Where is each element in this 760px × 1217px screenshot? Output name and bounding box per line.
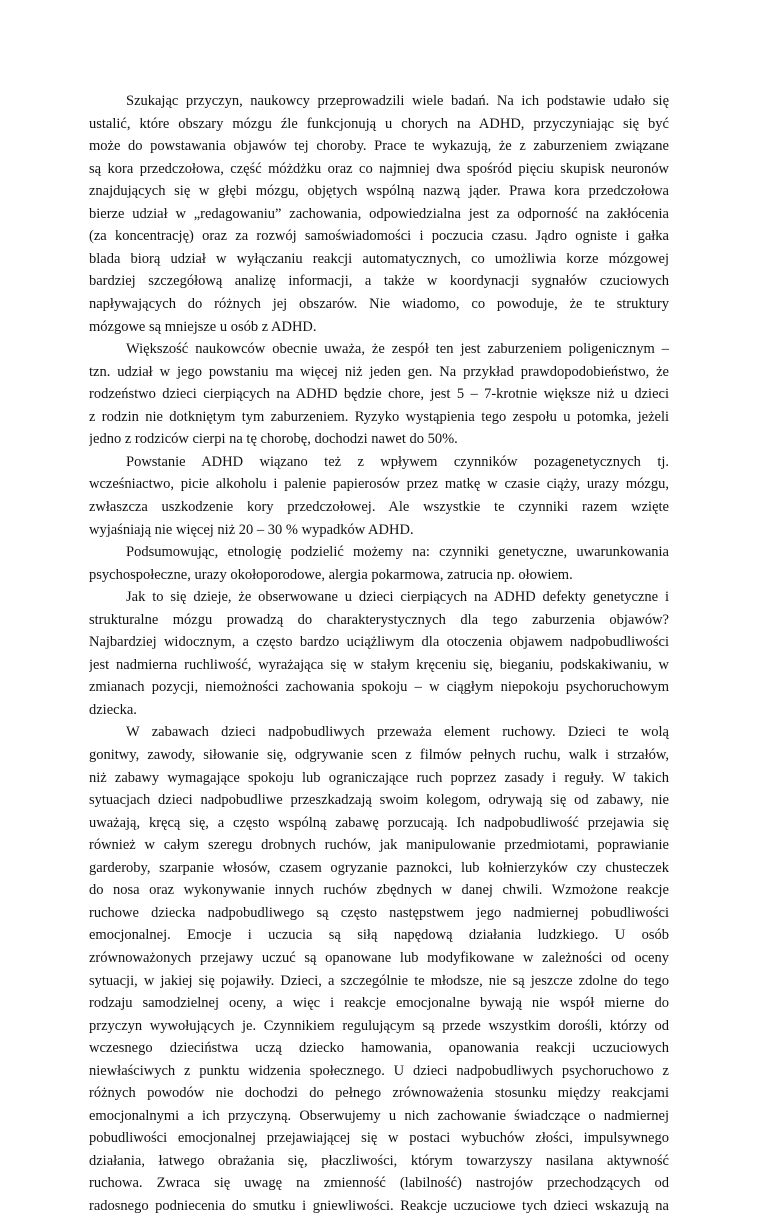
text-line: uważają, kręcą się, a często wspólną zabawę porzucają. Ich nadpobudliwość przejawia się bbox=[89, 814, 669, 831]
text-line: mózgowe są mniejsze u osób z ADHD. bbox=[89, 318, 317, 335]
text-line: zrównoważonych przejawy uczuć są opanowane lub modyfikowane w zależności od oceny bbox=[89, 949, 669, 966]
text-line: bierze udział w „redagowaniu” zachowania, odpowiedzialna jest za odporność na zakłócenia bbox=[89, 205, 669, 222]
text-line: wyjaśniają nie więcej niż 20 – 30 % wypadków ADHD. bbox=[89, 521, 414, 538]
text-line: blada biorą udział w wyłączaniu reakcji automatycznych, co umożliwia korze mózgowej bbox=[89, 250, 669, 267]
text-line: (za koncentrację) oraz za rozwój samoświadomości i poczucia czasu. Jądro ogniste i gałka bbox=[89, 228, 669, 245]
text-line: jest nadmierna ruchliwość, wyrażająca się w stałym kręceniu się, bieganiu, podskakiwaniu, w bbox=[89, 656, 669, 673]
text-line: Szukając przyczyn, naukowcy przeprowadzili wiele badań. Na ich podstawie udało się bbox=[126, 93, 669, 109]
text-line: dziecka. bbox=[89, 701, 137, 718]
text-line: Jak to się dzieje, że obserwowane u dzieci cierpiących na ADHD defekty genetyczne i bbox=[126, 589, 669, 606]
text-line: sytuacjach dzieci nadpobudliwe przeszkadzają swoim kolegom, odrywają się od zabawy, nie bbox=[89, 792, 669, 809]
text-line: znajdujących się w głębi mózgu, objętych wspólną nazwą jąder. Prawa kora przedczołowa bbox=[89, 183, 669, 200]
text-line: może do powstawania objawów tej choroby. Prace te wykazują, że z zaburzeniem związane bbox=[89, 138, 669, 155]
text-line: jedno z rodziców cierpi na tę chorobę, dochodzi nawet do 50%. bbox=[89, 431, 458, 448]
text-line: tzn. udział w jego powstaniu ma więcej niż jeden gen. Na przykład prawdopodobieństwo, że bbox=[89, 363, 669, 380]
text-line: emocjonalnymi a ich przyczyną. Obserwujemy u nich zachowanie świadczące o nadmiernej bbox=[89, 1107, 669, 1124]
text-line: psychospołeczne, urazy okołoporodowe, alergia pokarmowa, zatrucia np. ołowiem. bbox=[89, 566, 573, 583]
text-line: wcześniactwo, picie alkoholu i palenie papierosów przez matkę w czasie ciąży, urazy mózgu, bbox=[89, 476, 669, 493]
text-line: Najbardziej widocznym, a często bardzo uciążliwym dla otoczenia objawem nadpobudliwości bbox=[89, 634, 669, 651]
text-line: również w całym szeregu drobnych ruchów, jak manipulowanie przedmiotami, poprawianie bbox=[89, 837, 669, 854]
text-line: niewłaściwych z punktu widzenia społecznego. U dzieci nadpobudliwych psychoruchowo z bbox=[89, 1062, 669, 1079]
text-line: różnych powodów nie dochodzi do pełnego zrównoważenia stosunku między reakcjami bbox=[89, 1085, 669, 1102]
text-line: pobudliwości emocjonalnej przejawiającej się w postaci wybuchów złości, impulsywnego bbox=[89, 1130, 669, 1147]
text-line: strukturalne mózgu prowadzą do charakterystycznych dla tego zaburzenia objawów? bbox=[89, 611, 669, 628]
text-line: W zabawach dzieci nadpobudliwych przeważa element ruchowy. Dzieci te wolą bbox=[126, 724, 669, 741]
text-line: zwłaszcza uszkodzenie kory przedczołowej. Ale wszystkie te czynniki razem wzięte bbox=[89, 498, 669, 515]
text-line: niż zabawy wymagające spokoju lub ograniczające ruch poprzez zasady i reguły. W takich bbox=[89, 769, 669, 786]
text-line: rodzeństwo dzieci cierpiących na ADHD będzie chore, jest 5 – 7-krotnie większe niż u dzieci bbox=[89, 386, 669, 403]
text-line: ruchowa. Zwraca się uwagę na zmienność (labilność) nastrojów przechodzących od bbox=[89, 1175, 669, 1192]
text-line: do nosa oraz wykonywanie innych ruchów zbędnych w danej chwili. Wzmożone reakcje bbox=[89, 882, 669, 899]
text-line: zmianach pozycji, niemożności zachowania spokoju – w ciągłym niepokoju psychoruchowym bbox=[89, 679, 669, 696]
text-line: sytuacji, w jakiej się pojawiły. Dzieci, a szczególnie te młodsze, nie są jeszcze zdolne do tego bbox=[89, 972, 669, 989]
text-line: radosnego podniecenia do smutku i gniewliwości. Reakcje uczuciowe tych dzieci wskazują na bbox=[89, 1198, 669, 1214]
text-line: napływających do różnych jej obszarów. Nie wiadomo, co powoduje, że te struktury bbox=[89, 296, 669, 312]
text-line: emocjonalnej. Emocje i uczucia są siłą napędową działania ludzkiego. U osób bbox=[89, 927, 669, 944]
text-line: Podsumowując, etnologię podzielić możemy na: czynniki genetyczne, uwarunkowania bbox=[126, 544, 669, 560]
text-line: przyczyn wywołujących je. Czynnikiem regulującym są przede wszystkim dorośli, którzy od bbox=[89, 1017, 669, 1034]
text-line: garderoby, szarpanie włosów, czasem ogryzanie paznokci, lub kołnierzyków czy chusteczek bbox=[89, 859, 669, 876]
text-line: wczesnego dzieciństwa uczą dziecko hamowania, opanowania reakcji uczuciowych bbox=[89, 1040, 669, 1057]
text-line: ruchowe dziecka nadpobudliwego są często następstwem jego nadmiernej pobudliwości bbox=[89, 904, 669, 921]
text-line: ustalić, które obszary mózgu źle funkcjonują u chorych na ADHD, przyczyniając się być bbox=[89, 115, 669, 132]
text-line: z rodzin nie dotkniętym tym zaburzeniem. Ryzyko wystąpienia tego zespołu u potomka, jeżeli bbox=[89, 408, 669, 425]
text-line: Większość naukowców obecnie uważa, że zespół ten jest zaburzeniem poligenicznym – bbox=[126, 341, 669, 358]
text-line: gonitwy, zawody, siłowanie się, odgrywanie scen z filmów pełnych ruchu, walk i strzałów, bbox=[89, 747, 669, 763]
text-line: rodzaju samodzielnej oceny, a więc i reakcje emocjonalne bywają nie współ mierne do bbox=[89, 995, 669, 1011]
text-line: bardziej szczegółową analizę informacji, a także w koordynacji sygnałów czuciowych bbox=[89, 273, 669, 290]
text-line: Powstanie ADHD wiązano też z wpływem czynników pozagenetycznych tj. bbox=[126, 453, 669, 470]
text-line: działania, łatwego obrażania się, płaczliwości, którym towarzyszy nasilana aktywność bbox=[89, 1152, 669, 1169]
text-line: są kora przedczołowa, część móżdżku oraz co najmniej dwa spośród pięciu skupisk neuronów bbox=[89, 160, 669, 177]
